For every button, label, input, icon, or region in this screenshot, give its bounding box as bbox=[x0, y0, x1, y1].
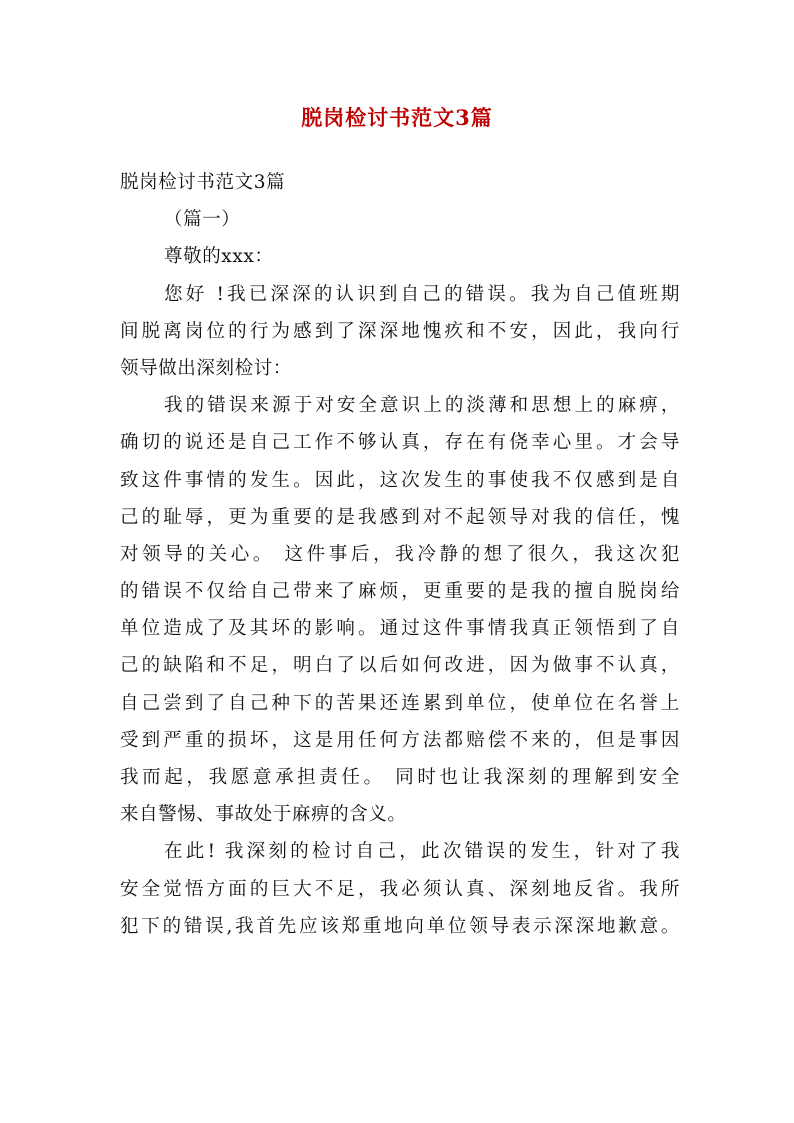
text-line: 您好 !我已深深的认识到自己的错误。我为自己值班期 bbox=[164, 283, 680, 305]
text-line: 间脱离岗位的行为感到了深深地愧疚和不安，因此，我向行 bbox=[120, 320, 680, 342]
text-line: 脱岗检讨书范文3篇 bbox=[120, 172, 286, 193]
text-line: 安全觉悟方面的巨大不足，我必须认真、深刻地反省。我所 bbox=[120, 878, 680, 900]
text-line: 确切的说还是自己工作不够认真，存在有侥幸心里。才会导 bbox=[120, 432, 680, 454]
text-line: 致这件事情的发生。因此，这次发生的事使我不仅感到是自 bbox=[120, 469, 680, 491]
document-title: 脱岗检讨书范文3篇 bbox=[301, 105, 493, 130]
text-line: 受到严重的损坏，这是用任何方法都赔偿不来的，但是事因 bbox=[120, 729, 680, 751]
text-line: 单位造成了及其坏的影响。通过这件事情我真正领悟到了自 bbox=[120, 618, 680, 640]
text-line: 的错误不仅给自己带来了麻烦，更重要的是我的擅自脱岗给 bbox=[120, 581, 680, 603]
text-line: （篇一） bbox=[164, 209, 241, 231]
text-line: 我而起，我愿意承担责任。 同时也让我深刻的理解到安全 bbox=[120, 767, 680, 788]
text-line: 领导做出深刻检讨： bbox=[120, 357, 292, 379]
text-line: 来自警惕、事故处于麻痹的含义。 bbox=[120, 804, 407, 826]
text-line: 己的耻辱，更为重要的是我感到对不起领导对我的信任，愧 bbox=[120, 506, 680, 528]
document-body bbox=[120, 164, 680, 945]
text-line: 我的错误来源于对安全意识上的淡薄和思想上的麻痹， bbox=[164, 395, 680, 417]
text-line: 自己尝到了自己种下的苦果还连累到单位，使单位在名誉上 bbox=[120, 692, 680, 714]
text-line: 犯下的错误,我首先应该郑重地向单位领导表示深深地歉意。 bbox=[120, 915, 680, 937]
text-line: 在此! 我深刻的检讨自己，此次错误的发生，针对了我 bbox=[164, 841, 680, 863]
text-line: 己的缺陷和不足，明白了以后如何改进，因为做事不认真， bbox=[120, 655, 680, 677]
text-line: 对领导的关心。 这件事后，我冷静的想了很久，我这次犯 bbox=[120, 543, 680, 565]
text-line: 尊敬的xxx： bbox=[164, 246, 274, 268]
